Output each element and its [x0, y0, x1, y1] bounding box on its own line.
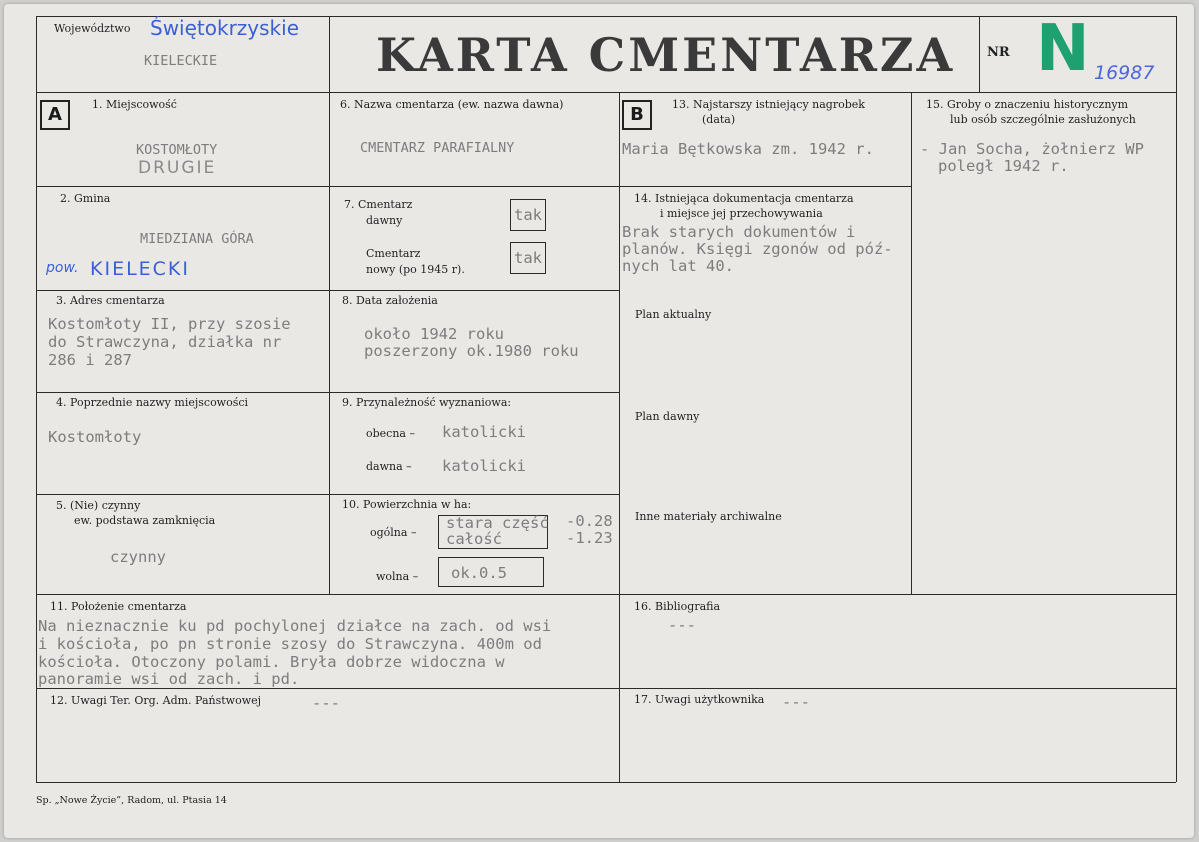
f4-value: Kostomłoty [48, 428, 142, 446]
f11-label: 11. Położenie cmentarza [50, 600, 187, 613]
border-left [36, 16, 37, 782]
f9-obecna-label: obecna – [366, 427, 415, 440]
f16-label: 16. Bibliografia [634, 600, 721, 613]
f12-value: --- [312, 694, 340, 712]
f3-line2: do Strawczyna, działka nr [48, 333, 282, 351]
header-col-2 [979, 16, 980, 92]
nr-letter: N [1036, 12, 1090, 86]
header-divider [36, 92, 1176, 93]
f14-line2: planów. Księgi zgonów od póź- [622, 240, 893, 258]
header-col-1 [329, 16, 330, 92]
f5-value: czynny [110, 548, 166, 566]
f14-label-2: i miejsce jej przechowywania [660, 207, 823, 220]
f14-line3: nych lat 40. [622, 257, 734, 275]
cemetery-card [4, 4, 1194, 838]
card-title: KARTA CMENTARZA [376, 28, 956, 82]
f10-line1-val: -0.28 [566, 512, 613, 530]
section-b-marker: B [622, 100, 652, 130]
f7-value-1: tak [510, 199, 546, 231]
f7-label-1a: 7. Cmentarz [344, 198, 413, 211]
wojewodztwo-label: Województwo [54, 22, 131, 35]
f11-line2: i kościoła, po pn stronie szosy do Strawczyna. 400m od [38, 635, 542, 653]
f10-wolna-label: wolna – [376, 570, 419, 583]
f6-value: CMENTARZ PARAFIALNY [360, 140, 515, 156]
f12-label: 12. Uwagi Ter. Org. Adm. Państwowej [50, 694, 262, 707]
f3-line3: 286 i 287 [48, 351, 132, 369]
f8-label: 8. Data założenia [342, 294, 438, 307]
f3-label: 3. Adres cmentarza [56, 294, 165, 307]
f3-line1: Kostomłoty II, przy szosie [48, 315, 291, 333]
f10-line2: całość [446, 530, 502, 548]
f14-line1: Brak starych dokumentów i [622, 223, 856, 241]
f1-label: 1. Miejscowość [92, 98, 177, 111]
border-bottom [36, 782, 1176, 783]
nr-number: 16987 [1094, 62, 1155, 84]
f2-hand: KIELECKI [90, 258, 190, 280]
row-line-5 [36, 594, 1176, 595]
f1-value: KOSTOMŁOTY [136, 142, 218, 158]
f10-wolna-value: ok.0.5 [438, 557, 544, 587]
f13-label-2: (data) [702, 113, 736, 126]
f8-line1: około 1942 roku [364, 325, 504, 343]
f15-label-2: lub osób szczególnie zasłużonych [950, 113, 1136, 126]
wojewodztwo-stamp: Świętokrzyskie [150, 16, 299, 40]
f14-inne: Inne materiały archiwalne [635, 510, 782, 523]
f15-line2: poległ 1942 r. [938, 157, 1069, 175]
section-a-marker: A [40, 100, 70, 130]
f15-line1: - Jan Socha, żołnierz WP [920, 140, 1144, 158]
printer-imprint: Sp. „Nowe Życie”, Radom, ul. Ptasia 14 [36, 795, 227, 806]
f17-label: 17. Uwagi użytkownika [634, 693, 765, 706]
f11-line1: Na nieznacznie ku pd pochylonej działce na zach. od wsi [38, 617, 552, 635]
f4-label: 4. Poprzednie nazwy miejscowości [56, 396, 249, 409]
f14-label-1: 14. Istniejąca dokumentacja cmentarza [634, 192, 854, 205]
f16-value: --- [668, 616, 696, 634]
f10-line1: stara część [446, 514, 549, 532]
f17-value: --- [782, 693, 810, 711]
f14-plan-dawny: Plan dawny [635, 410, 700, 423]
f7-value-2: tak [510, 242, 546, 274]
f9-label: 9. Przynależność wyznaniowa: [342, 396, 512, 409]
col-line-3 [911, 92, 912, 594]
f7-label-1b: dawny [366, 214, 403, 227]
f13-label-1: 13. Najstarszy istniejący nagrobek [672, 98, 865, 111]
f8-line2: poszerzony ok.1980 roku [364, 342, 579, 360]
f14-plan-aktualny: Plan aktualny [635, 308, 712, 321]
row-line-4 [36, 494, 619, 495]
f5-label-2: ew. podstawa zamknięcia [74, 514, 216, 527]
f9-dawna-label: dawna – [366, 460, 412, 473]
col-line-2 [619, 92, 620, 782]
nr-label: NR [987, 45, 1010, 60]
f11-line3: kościoła. Otoczony polami. Bryła dobrze widoczna w [38, 653, 505, 671]
f11-line4: panoramie wsi od zach. i pd. [38, 670, 300, 688]
f7-label-2b: nowy (po 1945 r). [366, 263, 465, 276]
f15-label-1: 15. Groby o znaczeniu historycznym [926, 98, 1129, 111]
f2-value: MIEDZIANA GÓRA [140, 231, 254, 247]
f10-label: 10. Powierzchnia w ha: [342, 498, 472, 511]
f7-label-2a: Cmentarz [366, 247, 421, 260]
row-line-3 [36, 392, 619, 393]
border-right [1176, 16, 1177, 782]
row-line-1 [36, 186, 911, 187]
f9-obecna-value: katolicki [442, 423, 526, 441]
f13-value: Maria Bętkowska zm. 1942 r. [622, 140, 874, 158]
f10-line2-val: -1.23 [566, 529, 613, 547]
f9-dawna-value: katolicki [442, 457, 526, 475]
f2-label: 2. Gmina [60, 192, 111, 205]
wojewodztwo-typed: KIELECKIE [144, 53, 218, 69]
f2-hand-small: pow. [46, 260, 79, 276]
f5-label-1: 5. (Nie) czynny [56, 499, 141, 512]
f10-ogolna-label: ogólna – [370, 526, 417, 539]
f6-label: 6. Nazwa cmentarza (ew. nazwa dawna) [340, 98, 564, 111]
f1-hand: DRUGIE [138, 158, 217, 178]
row-line-6 [36, 688, 1176, 689]
row-line-2 [36, 290, 619, 291]
col-line-1 [329, 92, 330, 594]
